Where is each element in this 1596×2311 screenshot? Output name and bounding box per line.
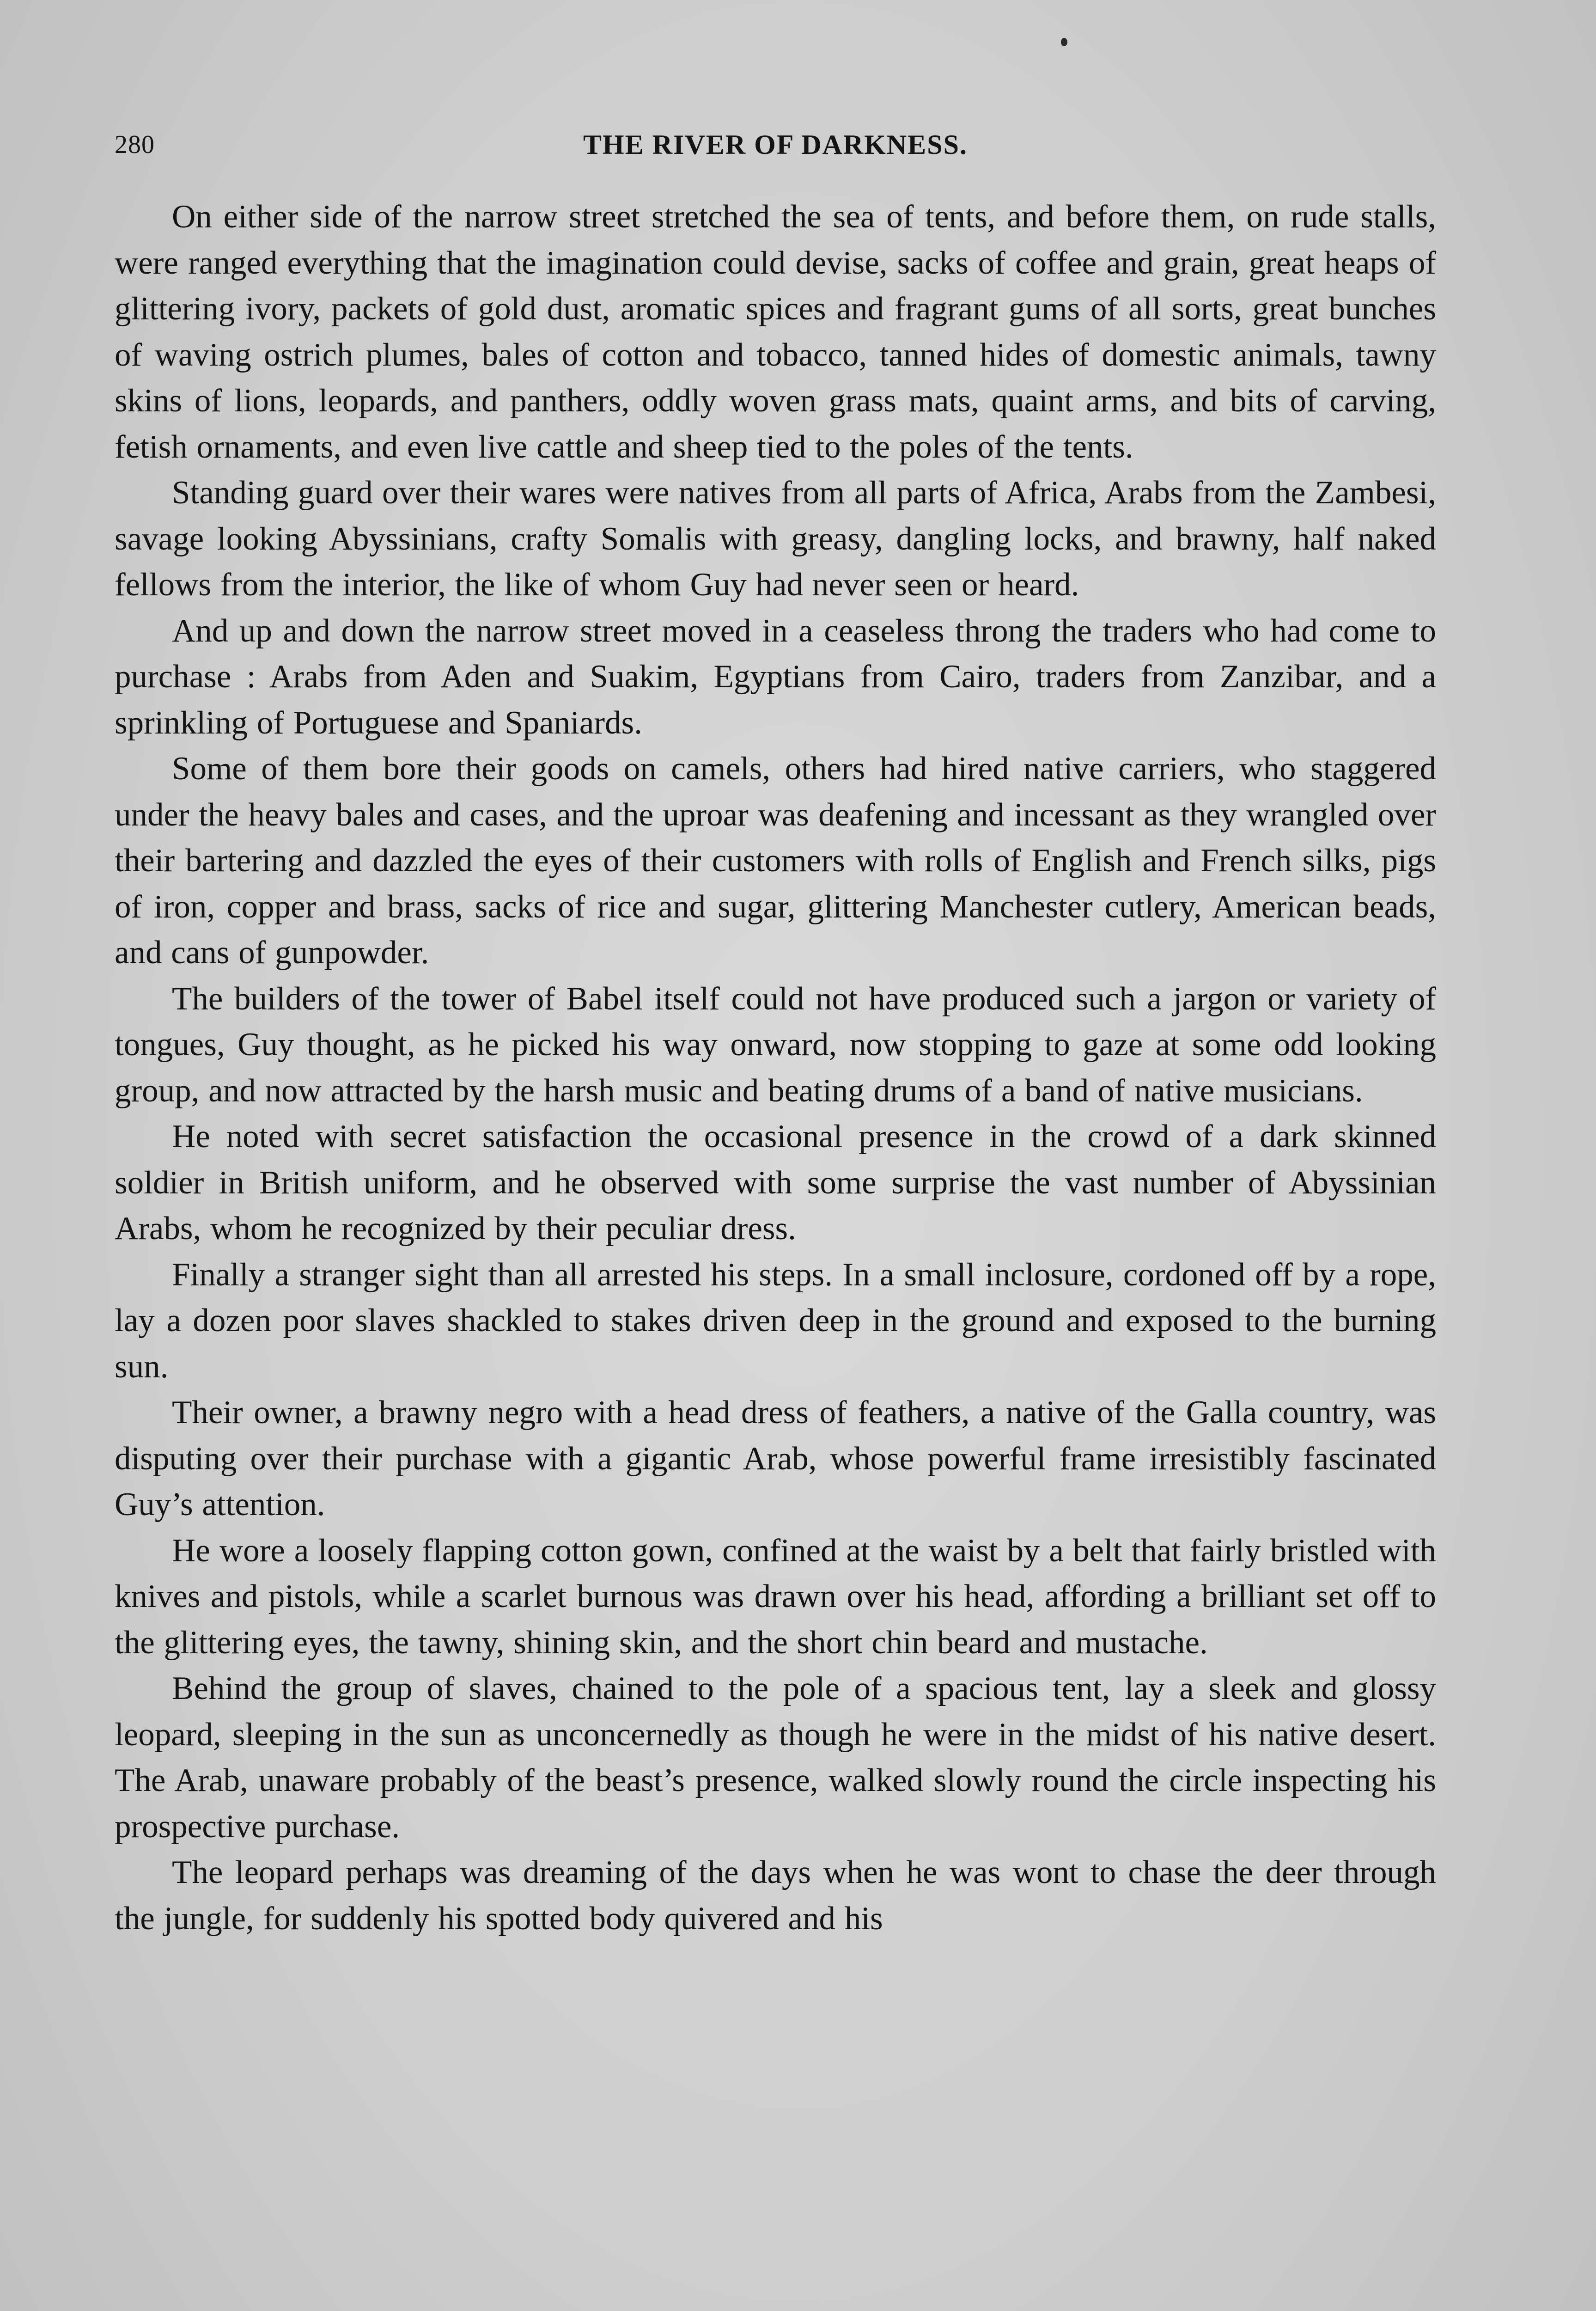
paragraph: The leopard perhaps was dreaming of the days when he was wont to chase the deer through the jungle, for suddenly his spotted body quivered and his <box>115 1854 1436 1937</box>
page-number: 280 <box>115 130 155 159</box>
running-title: THE RIVER OF DARKNESS. <box>583 129 968 160</box>
paragraph: Behind the group of slaves, chained to the pole of a spacious tent, lay a sleek and glossy leopard, sleeping in the sun as unconcernedly as though he were in the midst of his native desert. The Arab, unaware probably of the beast’s presence, walked slowly round the circle inspecting his prospective purchase. <box>115 1670 1436 1845</box>
paragraph: He noted with secret satisfaction the occasional presence in the crowd of a dark skinned soldier in British uniform, and he observed with some surprise the vast number of Abyssinian Arabs, whom he recognized by their peculiar dress. <box>115 1119 1436 1247</box>
paragraph: The builders of the tower of Babel itself could not have produced such a jargon or variety of tongues, Guy thought, as he picked his way onward, now stopping to gaze at some odd looking group, and now attracted by the harsh music and beating drums of a band of native musicians. <box>115 980 1436 1109</box>
paragraph: Their owner, a brawny negro with a head dress of feathers, a native of the Galla country, was disputing over their purchase with a gigantic Arab, whose powerful frame irresistibly fascinated Guy’s attention. <box>115 1394 1436 1522</box>
paragraph: Finally a stranger sight than all arrested his steps. In a small inclosure, cordoned off by a rope, lay a dozen poor slaves shackled to stakes driven deep in the ground and exposed to the burning sun. <box>115 1256 1436 1385</box>
paragraph: On either side of the narrow street stretched the sea of tents, and before them, on rude stalls, were ranged everything that the imagination could devise, sacks of coffee and grain, great heaps of glittering ivory, packets of gold dust, aromatic spices and fragrant gums of all sorts, great bunches of waving ostrich plumes, bales of cotton and tobacco, tanned hides of domestic animals, tawny skins of lions, leopards, and panthers, oddly woven grass mats, quaint arms, and bits of carving, fetish ornaments, and even live cattle and sheep tied to the poles of the tents. <box>115 199 1436 465</box>
paragraph: Standing guard over their wares were natives from all parts of Africa, Arabs from the Zambesi, savage looking Abyssinians, crafty Somalis with greasy, dangling locks, and brawny, half naked fellows from the interior, the like of whom Guy had never seen or heard. <box>115 475 1436 603</box>
body-text <box>115 194 1436 1942</box>
ink-speck <box>1061 38 1067 46</box>
page-header <box>115 124 1436 165</box>
paragraph: He wore a loosely flapping cotton gown, confined at the waist by a belt that fairly bristled with knives and pistols, while a scarlet burnous was drawn over his head, affording a brilliant set off to the glittering eyes, the tawny, shining skin, and the short chin beard and mustache. <box>115 1532 1436 1661</box>
paragraph: And up and down the narrow street moved in a ceaseless throng the traders who had come to purchase : Arabs from Aden and Suakim, Egyptians from Cairo, traders from Zanzibar, and a sprinkling of Portuguese and Spaniards. <box>115 612 1436 741</box>
paragraph: Some of them bore their goods on camels, others had hired native carriers, who staggered under the heavy bales and cases, and the uproar was deafening and incessant as they wrangled over their bartering and dazzled the eyes of their customers with rolls of English and French silks, pigs of iron, copper and brass, sacks of rice and sugar, glittering Manchester cutlery, American beads, and cans of gunpowder. <box>115 751 1436 971</box>
